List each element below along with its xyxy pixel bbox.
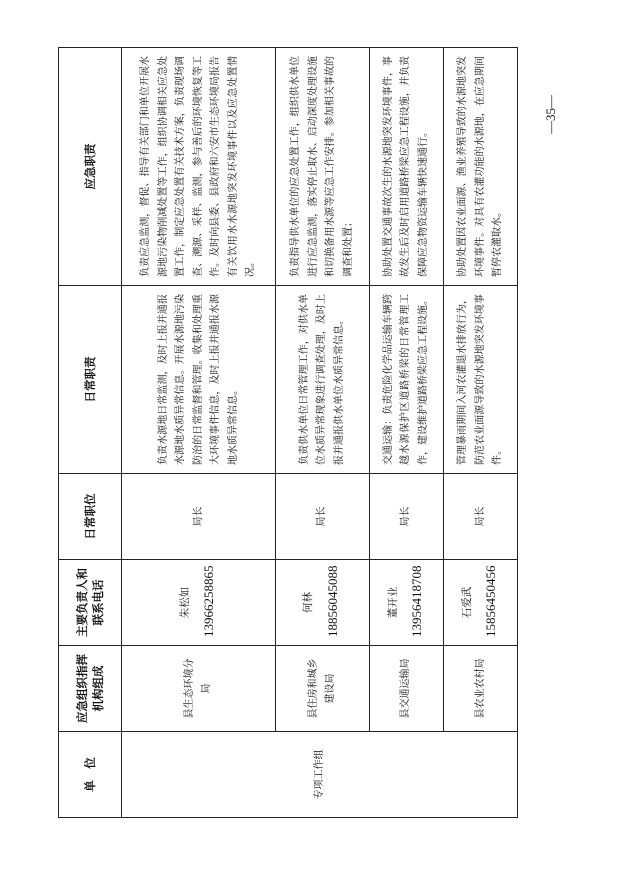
- page-number-text: —35—: [543, 95, 558, 134]
- phone-number: 18856045088: [324, 565, 340, 637]
- org-cell: 县住房和城乡建设局: [275, 646, 369, 732]
- emergency-duty-cell: 负责指导供水单位的应急处置工作，组织供水单位进行应急监测，落实停止取水、启动深度处理设施和切换备用水源等应急工作安排。参加相关事故的调查和处置；: [275, 48, 369, 286]
- contact-cell: [443, 560, 517, 646]
- table-header-row: [59, 48, 122, 818]
- contact-cell: [122, 560, 276, 646]
- daily-duty-cell: 负责供水单位日常管理工作，对供水单位水质异常现象进行调查处理，及时上报并通报供水单位水质异常信息。: [275, 286, 369, 474]
- emergency-duty-cell: 协助处置交通事故次生的水源地突发环境事件，事故发生后及时启用道路桥梁应急工程设施，并负责保障应急物资运输车辆快速通行。: [369, 48, 443, 286]
- org-cell: 县交通运输局: [369, 646, 443, 732]
- person-name: 朱松如: [178, 586, 191, 619]
- header-org: 应急组织指挥机构组成: [59, 646, 122, 732]
- phone-number: 15856450456: [483, 565, 499, 637]
- org-cell: 县农业农村局: [443, 646, 517, 732]
- phone-number: 13956418708: [408, 565, 424, 637]
- position-cell: 局长: [443, 474, 517, 560]
- table-row: [122, 48, 276, 818]
- emergency-duty-table: [58, 47, 518, 818]
- org-cell: 县生态环境分局: [122, 646, 276, 732]
- position-cell: 局长: [369, 474, 443, 560]
- header-position: 日常职位: [59, 474, 122, 560]
- rotated-table-wrapper: [58, 48, 518, 818]
- header-emergency-duty: 应急职责: [59, 48, 122, 286]
- group-label: 专项工作组: [122, 732, 518, 818]
- person-name: 何林: [302, 592, 315, 613]
- daily-duty-cell: 交通运输：负责危险化学品运输车辆跨越水源保护区道路桥梁的日常管理工作，建设维护道路桥梁应急工程设施。: [369, 286, 443, 474]
- header-contact: 主要负责人和联系电话: [59, 560, 122, 646]
- table-row: [275, 48, 369, 818]
- contact-cell: [369, 560, 443, 646]
- table-row: [443, 48, 517, 818]
- daily-duty-cell: 管理暴雨期间入河农灌退水排放行为，防范农业面源导致的水源地突发环境事件。: [443, 286, 517, 474]
- position-cell: 局长: [122, 474, 276, 560]
- header-daily-duty: 日常职责: [59, 286, 122, 474]
- person-name: 董开业: [386, 586, 399, 619]
- emergency-duty-cell: 协助处置因农业面源、渔业养殖导致的水源地突发环境事件。对具有农灌功能的水源地，在应急期间暂停农灌取水。: [443, 48, 517, 286]
- position-cell: 局长: [275, 474, 369, 560]
- contact-cell: [275, 560, 369, 646]
- table-row: [369, 48, 443, 818]
- header-unit: 单 位: [59, 732, 122, 818]
- emergency-duty-cell: 负责应急监测，督促、指导有关部门和单位开展水源地污染物削减处置等工作，组织协调相关应急处置工作，制定应急处置有关技术方案，负责现场调查、溯源、采样、监测，参与善后的环境恢复等工作。及时向县委、县政府和六安市生态环境局报告有关饮用水水源地突发环境事件以及应急处置情况。: [122, 48, 276, 286]
- person-name: 石爱武: [460, 586, 473, 619]
- phone-number: 13966258865: [201, 565, 217, 637]
- daily-duty-cell: 负责水源地日常监测，及时上报并通报水源地水质异常信息。开展水源地污染防治的日常监督和管理。收集和处理重大环境事件信息，及时上报并通报水源地水质异常信息。: [122, 286, 276, 474]
